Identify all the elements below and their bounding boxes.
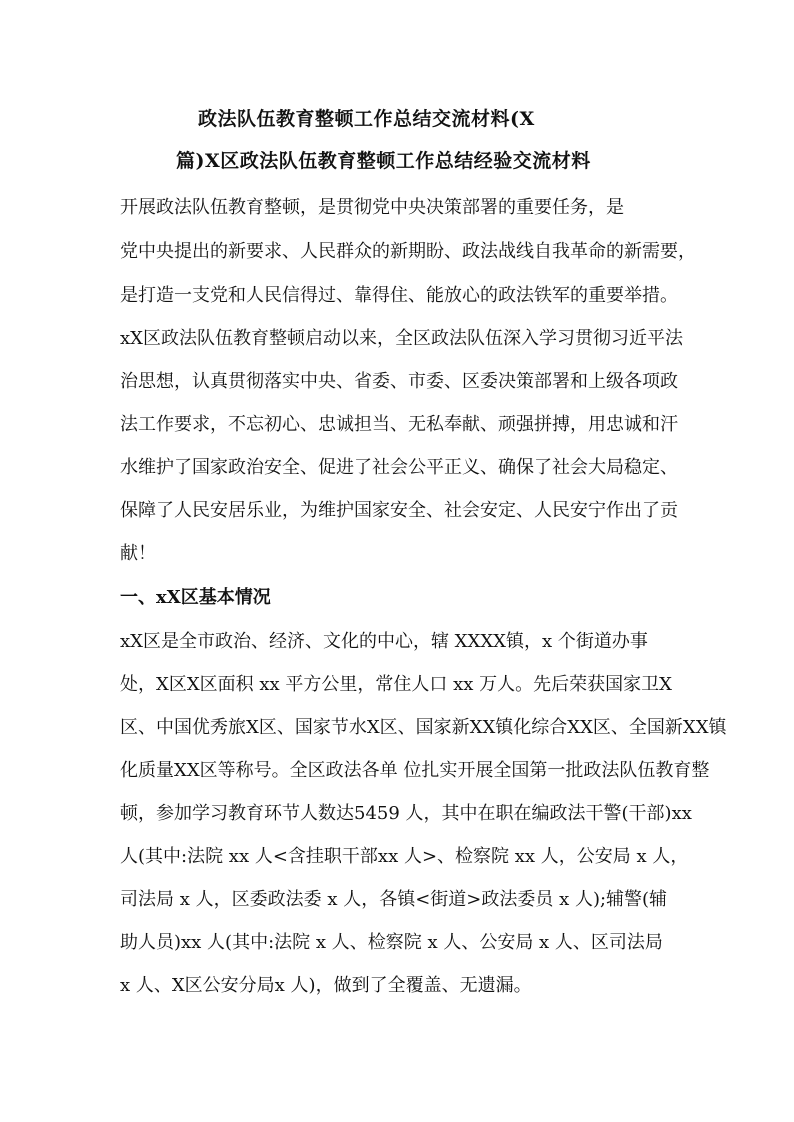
paragraph-2-line: 司法局 x 人，区委政法委 x 人，各镇<街道>政法委员 x 人);辅警(辅 — [120, 889, 668, 910]
document-title-line-2: 篇)X区政法队伍教育整顿工作总结经验交流材料 — [176, 150, 591, 172]
paragraph-2-line: 助人员)xx 人(其中:法院 x 人、检察院 x 人、公安局 x 人、区司法局 — [120, 932, 663, 953]
paragraph-1-line: xX区政法队伍教育整顿启动以来，全区政法队伍深入学习贯彻习近平法 — [120, 328, 683, 349]
paragraph-2-line: 处，X区X区面积 xx 平方公里，常住人口 xx 万人。先后荣获国家卫X — [120, 674, 672, 695]
paragraph-1-line: 保障了人民安居乐业，为维护国家安全、社会安定、人民安宁作出了贡 — [120, 500, 678, 521]
paragraph-2-line: 化质量XX区等称号。全区政法各单 位扎实开展全国第一批政法队伍教育整 — [120, 760, 710, 781]
section-heading: 一、xX区基本情况 — [120, 587, 271, 608]
paragraph-1-line: 献！ — [120, 543, 156, 564]
paragraph-1-line: 开展政法队伍教育整顿，是贯彻党中央决策部署的重要任务，是 — [120, 197, 624, 218]
paragraph-2-line: x 人、X区公安分局x 人)，做到了全覆盖、无遗漏。 — [120, 975, 532, 996]
paragraph-1-line: 党中央提出的新要求、人民群众的新期盼、政法战线自我革命的新需要， — [120, 241, 696, 262]
paragraph-1-line: 法工作要求，不忘初心、忠诚担当、无私奉献、顽强拼搏，用忠诚和汗 — [120, 414, 678, 435]
paragraph-1-line: 水维护了国家政治安全、促进了社会公平正义、确保了社会大局稳定、 — [120, 457, 678, 478]
paragraph-2-line: xX区是全市政治、经济、文化的中心，辖 XXXX镇，x 个街道办事 — [120, 631, 648, 652]
paragraph-2-line: 区、中国优秀旅X区、国家节水X区、国家新XX镇化综合XX区、全国新XX镇 — [120, 717, 727, 738]
paragraph-1-line: 是打造一支党和人民信得过、靠得住、能放心的政法铁军的重要举措。 — [120, 285, 678, 306]
paragraph-2-line: 顿，参加学习教育环节人数达5459 人，其中在职在编政法干警(干部)xx — [120, 803, 692, 824]
paragraph-1-line: 治思想，认真贯彻落实中央、省委、市委、区委决策部署和上级各项政 — [120, 371, 678, 392]
paragraph-2-line: 人(其中:法院 xx 人<含挂职干部xx 人>、检察院 xx 人，公安局 x 人， — [120, 846, 689, 867]
document-title-line-1: 政法队伍教育整顿工作总结交流材料(X — [198, 108, 535, 130]
